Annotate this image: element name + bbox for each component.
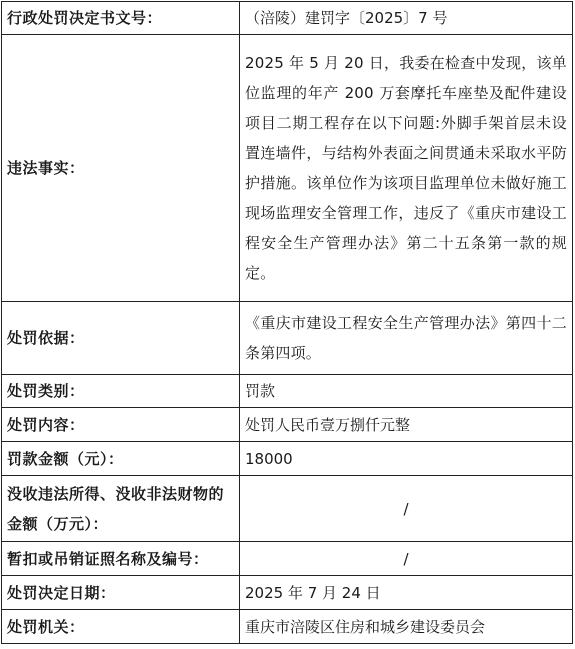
row-label-penalty-category: 处罚类别：: [2, 375, 240, 408]
row-label-penalty-content: 处罚内容：: [2, 408, 240, 442]
row-label-penalty-authority: 处罚机关：: [2, 610, 240, 644]
document-number-value: （涪陵）建罚字〔2025〕7 号: [240, 2, 573, 35]
row-label-violation-facts: 违法事实：: [2, 35, 240, 302]
table-row: [2, 35, 573, 302]
fine-amount-value: 18000: [240, 442, 573, 476]
license-suspension-value: /: [240, 542, 573, 576]
row-label-fine-amount: 罚款金额（元）：: [2, 442, 240, 476]
table-row: [2, 2, 573, 35]
row-label-confiscation-amount: 没收违法所得、没收非法财物的金额（万元）：: [2, 476, 240, 542]
violation-facts-value: 2025 年 5 月 20 日，我委在检查中发现，该单位监理的年产 200 万套摩托车座垫及配件建设项目二期工程存在以下问题:外脚手架首层未设置连墙件，与结构外表面之间贯通未采取水平防护措施。该单位作为该项目监理单位未做好施工现场监理安全管理工作，违反了《重庆市建设工程安全生产管理办法》第二十五条第一款的规定。: [240, 35, 573, 302]
table-row: [2, 476, 573, 542]
table-row: [2, 610, 573, 644]
row-label-penalty-basis: 处罚依据：: [2, 302, 240, 375]
table-row: [2, 542, 573, 576]
penalty-basis-value: 《重庆市建设工程安全生产管理办法》第四十二条第四项。: [240, 302, 573, 375]
table-row: [2, 302, 573, 375]
table-row: [2, 576, 573, 610]
decision-date-value: 2025 年 7 月 24 日: [240, 576, 573, 610]
penalty-content-value: 处罚人民币壹万捌仟元整: [240, 408, 573, 442]
penalty-decision-table: [1, 1, 573, 644]
table-row: [2, 408, 573, 442]
table-row: [2, 442, 573, 476]
table-row: [2, 375, 573, 408]
penalty-authority-value: 重庆市涪陵区住房和城乡建设委员会: [240, 610, 573, 644]
penalty-category-value: 罚款: [240, 375, 573, 408]
confiscation-amount-value: /: [240, 476, 573, 542]
row-label-license-suspension: 暂扣或吊销证照名称及编号：: [2, 542, 240, 576]
row-label-decision-date: 处罚决定日期：: [2, 576, 240, 610]
row-label-document-number: 行政处罚决定书文号：: [2, 2, 240, 35]
